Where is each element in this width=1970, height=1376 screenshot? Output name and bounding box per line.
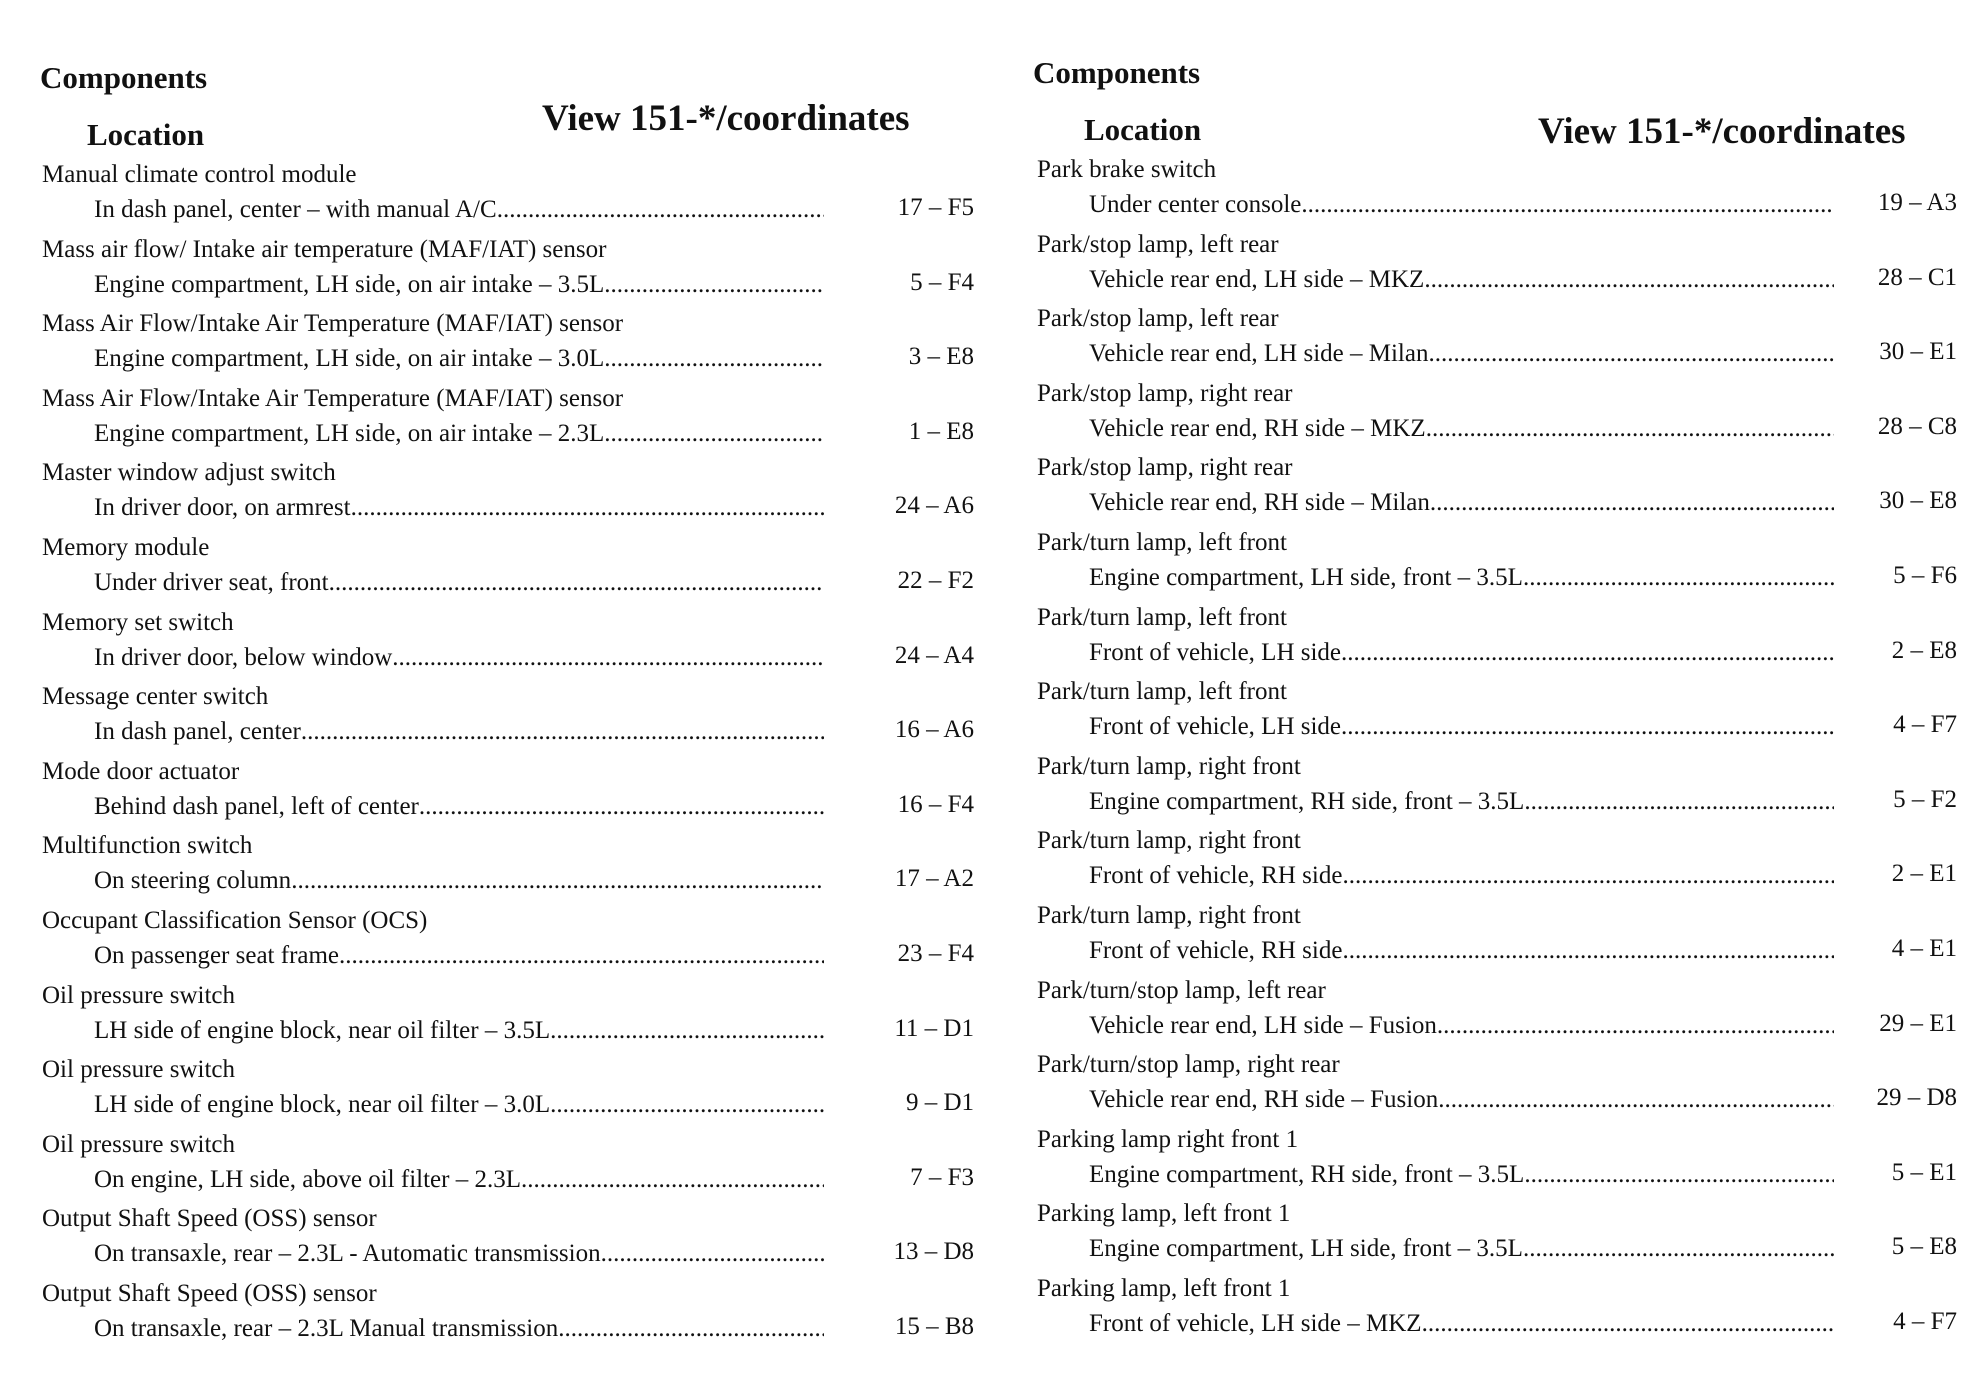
dot-leader: [497, 195, 824, 225]
dot-leader: [392, 643, 824, 673]
component-name: Message center switch: [42, 683, 269, 711]
component-location: Front of vehicle, LH side: [1089, 638, 1342, 666]
location-heading: Location: [1084, 112, 1202, 147]
view-coordinate: 17 – F5: [897, 194, 974, 221]
dot-leader: [604, 270, 824, 300]
component-entry: [42, 309, 974, 383]
dot-leader: [1437, 1011, 1834, 1041]
component-name: Park/stop lamp, left rear: [1037, 305, 1279, 333]
component-location: Vehicle rear end, RH side – MKZ: [1089, 414, 1426, 442]
component-name: Multifunction switch: [42, 832, 253, 860]
dot-leader: [521, 1165, 824, 1195]
location-line: [1089, 1009, 1834, 1041]
component-entry: [1037, 155, 1957, 229]
component-entry: [42, 160, 974, 234]
view-coordinate: 17 – A2: [894, 865, 974, 893]
component-location: In driver door, below window: [94, 643, 393, 671]
component-name: Park/turn lamp, left front: [1037, 678, 1287, 706]
location-line: [94, 1237, 824, 1269]
dot-leader: [301, 717, 824, 747]
dot-leader: [550, 1016, 824, 1046]
dot-leader: [1438, 1085, 1834, 1115]
component-entry: [42, 1204, 974, 1278]
dot-leader: [1341, 638, 1834, 668]
component-name: Park/turn lamp, right front: [1037, 752, 1301, 780]
component-entry: [42, 608, 974, 682]
location-line: [94, 1163, 824, 1195]
dot-leader: [1523, 563, 1834, 593]
view-coordinate: 5 – F6: [1893, 562, 1957, 589]
component-name: Output Shaft Speed (OSS) sensor: [42, 1280, 377, 1307]
component-location: Engine compartment, LH side, front – 3.5L: [1089, 1235, 1523, 1263]
component-name: Memory set switch: [42, 608, 234, 636]
view-coordinate: 4 – F7: [1893, 1308, 1957, 1335]
component-entry: [42, 235, 974, 309]
component-location: Engine compartment, LH side, front – 3.5L: [1089, 564, 1523, 591]
dot-leader: [1524, 1160, 1834, 1190]
dot-leader: [550, 1090, 824, 1120]
location-line: [1089, 1232, 1834, 1264]
location-line: [94, 342, 824, 374]
dot-leader: [1426, 414, 1834, 444]
component-name: Mass air flow/ Intake air temperature (MAF/IAT) sensor: [42, 235, 607, 263]
location-line: [1089, 263, 1834, 295]
location-line: [1089, 486, 1834, 518]
dot-leader: [351, 493, 824, 523]
location-heading: Location: [87, 117, 205, 152]
component-location: On engine, LH side, above oil filter – 2.3L: [94, 1165, 521, 1193]
location-line: [94, 790, 824, 822]
view-coordinate: 5 – E8: [1891, 1233, 1957, 1261]
location-line: [1089, 561, 1834, 593]
view-coordinate: 16 – A6: [894, 716, 974, 744]
component-entry: [1037, 826, 1957, 900]
view-coordinate: 3 – E8: [908, 343, 974, 371]
view-coordinate: 24 – A4: [894, 641, 974, 669]
location-line: [94, 417, 824, 449]
component-location: Vehicle rear end, RH side – Fusion: [1089, 1086, 1439, 1114]
component-location: Front of vehicle, RH side: [1089, 862, 1343, 890]
view-coordinate: 23 – F4: [897, 940, 974, 967]
component-name: Park/turn lamp, right front: [1037, 827, 1301, 855]
view-coordinate: 29 – E1: [1879, 1009, 1957, 1037]
component-name: Oil pressure switch: [42, 981, 236, 1009]
component-entry: [42, 981, 974, 1055]
view-coordinates-heading: View 151-*/coordinates: [1538, 111, 1906, 152]
component-entry: [1037, 603, 1957, 677]
view-coordinates-heading: View 151-*/coordinates: [542, 98, 910, 139]
dot-leader: [1422, 1309, 1834, 1339]
component-entry: [1037, 453, 1957, 527]
dot-leader: [558, 1314, 824, 1344]
dot-leader: [1341, 712, 1834, 742]
component-name: Oil pressure switch: [42, 1056, 236, 1084]
component-name: Parking lamp, left front 1: [1037, 1200, 1291, 1228]
component-entry: [1037, 379, 1957, 453]
component-entry: [1037, 901, 1957, 975]
component-name: Manual climate control module: [42, 161, 357, 188]
component-entry: [42, 1279, 974, 1353]
component-entry: [42, 906, 974, 980]
component-location: In dash panel, center: [94, 718, 301, 746]
component-entry: [42, 384, 974, 458]
component-name: Park/turn/stop lamp, right rear: [1037, 1051, 1340, 1079]
view-coordinate: 15 – B8: [894, 1313, 974, 1340]
component-name: Park/stop lamp, right rear: [1037, 454, 1293, 482]
component-name: Parking lamp right front 1: [1037, 1125, 1299, 1153]
component-location: Engine compartment, RH side, front – 3.5L: [1089, 787, 1525, 815]
dot-leader: [601, 1239, 824, 1269]
component-location: Under driver seat, front: [94, 569, 329, 596]
component-location: Front of vehicle, LH side – MKZ: [1089, 1310, 1422, 1337]
component-location: On transaxle, rear – 2.3L - Automatic transmission: [94, 1240, 601, 1268]
location-line: [1089, 1307, 1834, 1339]
component-name: Parking lamp, left front 1: [1037, 1275, 1291, 1302]
location-line: [1089, 710, 1834, 742]
component-entry: [1037, 1125, 1957, 1199]
component-name: Park/turn lamp, left front: [1037, 603, 1287, 631]
component-location: In dash panel, center – with manual A/C: [94, 196, 497, 223]
dot-leader: [1424, 265, 1834, 295]
view-coordinate: 4 – F7: [1893, 711, 1957, 739]
component-name: Mode door actuator: [42, 757, 240, 785]
component-entry: [42, 1130, 974, 1204]
location-line: [94, 491, 824, 523]
component-entry: [42, 1055, 974, 1129]
view-coordinate: 2 – E1: [1891, 860, 1957, 888]
location-line: [1089, 636, 1834, 668]
component-entry: [1037, 1199, 1957, 1273]
component-name: Mass Air Flow/Intake Air Temperature (MAF/IAT) sensor: [42, 384, 624, 412]
component-entry: [42, 458, 974, 532]
component-location: On steering column: [94, 867, 292, 895]
location-line: [1089, 934, 1834, 966]
view-coordinate: 1 – E8: [908, 417, 974, 445]
component-name: Park/turn/stop lamp, left rear: [1037, 976, 1326, 1004]
component-location: Vehicle rear end, LH side – Milan: [1089, 340, 1429, 368]
view-coordinate: 5 – E1: [1891, 1158, 1957, 1186]
component-location: Front of vehicle, RH side: [1089, 937, 1343, 964]
component-location: Vehicle rear end, LH side – Fusion: [1089, 1011, 1437, 1039]
component-name: Park/stop lamp, left rear: [1037, 230, 1279, 258]
component-location: Under center console: [1089, 191, 1302, 218]
component-location: Engine compartment, RH side, front – 3.5L: [1089, 1160, 1525, 1188]
dot-leader: [1523, 1234, 1834, 1264]
component-entry: [42, 757, 974, 831]
view-coordinate: 28 – C8: [1877, 412, 1957, 440]
dot-leader: [604, 344, 824, 374]
component-entry: [42, 533, 974, 607]
location-line: [1089, 337, 1834, 369]
view-coordinate: 7 – F3: [910, 1163, 974, 1191]
view-coordinate: 13 – D8: [893, 1238, 974, 1266]
component-entry: [1037, 677, 1957, 751]
dot-leader: [419, 792, 824, 822]
component-location: Behind dash panel, left of center: [94, 792, 419, 820]
location-line: [94, 715, 824, 747]
location-line: [1089, 1158, 1834, 1190]
view-coordinate: 16 – F4: [897, 790, 974, 818]
component-name: Park/turn lamp, right front: [1037, 902, 1301, 929]
component-location: On passenger seat frame: [94, 942, 340, 969]
component-entry: [1037, 752, 1957, 826]
view-coordinate: 28 – C1: [1877, 263, 1957, 291]
view-coordinate: 29 – D8: [1876, 1084, 1957, 1112]
component-name: Oil pressure switch: [42, 1130, 236, 1158]
component-location: LH side of engine block, near oil filter – 3.0L: [94, 1091, 551, 1119]
location-line: [94, 566, 824, 598]
location-line: [1089, 412, 1834, 444]
component-location: In driver door, on armrest: [94, 494, 351, 522]
dot-leader: [1524, 787, 1834, 817]
component-name: Park brake switch: [1037, 156, 1217, 183]
component-location: Engine compartment, LH side, on air intake – 3.5L: [94, 270, 605, 298]
location-line: [94, 1312, 824, 1344]
component-name: Occupant Classification Sensor (OCS): [42, 907, 428, 934]
view-coordinate: 22 – F2: [897, 567, 974, 594]
view-coordinate: 30 – E8: [1879, 487, 1957, 515]
dot-leader: [1430, 488, 1834, 518]
location-line: [1089, 785, 1834, 817]
dot-leader: [339, 941, 824, 971]
component-name: Mass Air Flow/Intake Air Temperature (MAF/IAT) sensor: [42, 310, 624, 338]
location-line: [94, 268, 824, 300]
component-name: Master window adjust switch: [42, 459, 336, 487]
dot-leader: [1342, 936, 1834, 966]
components-heading: Components: [1033, 55, 1201, 90]
location-line: [94, 193, 824, 225]
component-entry: [1037, 976, 1957, 1050]
dot-leader: [291, 866, 824, 896]
view-coordinate: 11 – D1: [894, 1014, 974, 1042]
location-line: [94, 1088, 824, 1120]
component-entry: [42, 682, 974, 756]
dot-leader: [604, 419, 824, 449]
component-name: Park/turn lamp, left front: [1037, 529, 1287, 556]
component-name: Memory module: [42, 534, 210, 561]
view-coordinate: 19 – A3: [1877, 189, 1957, 216]
location-line: [94, 939, 824, 971]
view-coordinate: 4 – E1: [1891, 935, 1957, 962]
view-coordinate: 24 – A6: [894, 492, 974, 520]
location-line: [94, 641, 824, 673]
dot-leader: [329, 568, 824, 598]
component-entry: [1037, 230, 1957, 304]
location-line: [1089, 859, 1834, 891]
component-location: On transaxle, rear – 2.3L Manual transmission: [94, 1315, 559, 1342]
component-entry: [1037, 1050, 1957, 1124]
component-location: Engine compartment, LH side, on air intake – 3.0L: [94, 345, 605, 373]
component-location: Engine compartment, LH side, on air intake – 2.3L: [94, 419, 605, 447]
component-entry: [1037, 1274, 1957, 1348]
component-location: Front of vehicle, LH side: [1089, 713, 1342, 741]
view-coordinate: 5 – F4: [910, 268, 974, 296]
component-entry: [42, 831, 974, 905]
dot-leader: [1428, 339, 1834, 369]
location-line: [1089, 1083, 1834, 1115]
location-line: [1089, 188, 1834, 220]
component-name: Park/stop lamp, right rear: [1037, 379, 1293, 407]
location-line: [94, 1014, 824, 1046]
component-entry: [1037, 528, 1957, 602]
components-heading: Components: [40, 60, 208, 95]
component-location: LH side of engine block, near oil filter – 3.5L: [94, 1016, 551, 1044]
view-coordinate: 5 – F2: [1893, 785, 1957, 813]
view-coordinate: 9 – D1: [905, 1089, 974, 1117]
dot-leader: [1301, 190, 1834, 220]
component-location: Vehicle rear end, LH side – MKZ: [1089, 265, 1425, 293]
dot-leader: [1342, 861, 1834, 891]
view-coordinate: 2 – E8: [1891, 636, 1957, 664]
component-entry: [1037, 304, 1957, 378]
component-location: Vehicle rear end, RH side – Milan: [1089, 489, 1430, 517]
component-name: Output Shaft Speed (OSS) sensor: [42, 1205, 377, 1233]
location-line: [94, 864, 824, 896]
view-coordinate: 30 – E1: [1879, 338, 1957, 366]
